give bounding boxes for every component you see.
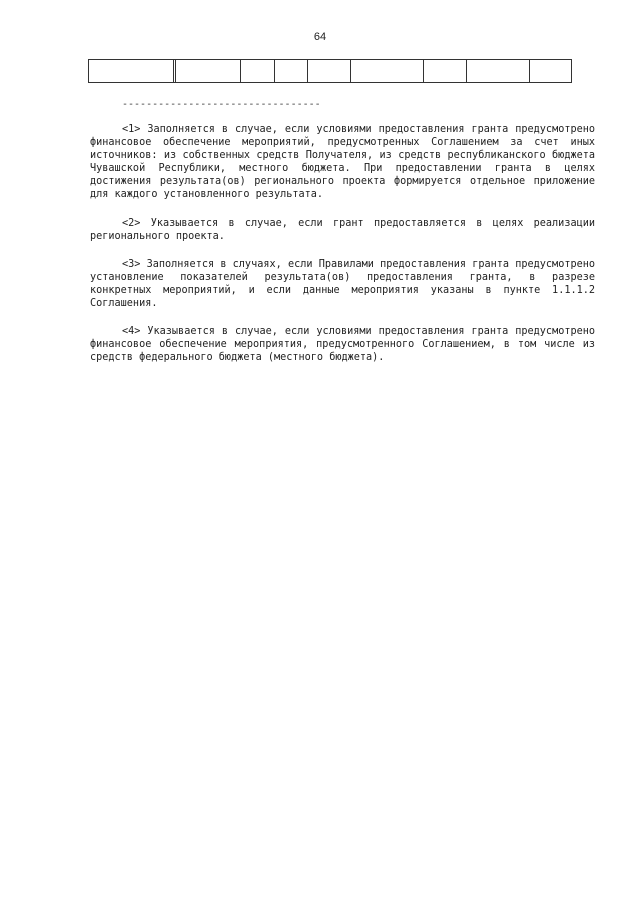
footnote-3: <3> Заполняется в случаях, если Правилами предоставления гранта предусмотрено установление показателей результата(ов) предоставления гранта, в разрезе конкретных мероприятий, и если данные мероприятия указаны в пункте 1.1.1.2 Соглашения.	[90, 258, 595, 310]
page-number: 64	[313, 31, 327, 43]
table-column-divider	[466, 60, 467, 82]
table-column-divider	[307, 60, 308, 82]
table-column-divider	[240, 60, 241, 82]
footnote-separator: ---------------------------------	[122, 99, 321, 110]
table-column-divider	[350, 60, 351, 82]
footnote-1: <1> Заполняется в случае, если условиями предоставления гранта предусмотрено финансовое обеспечение мероприятий, предусмотренных Соглашением за счет иных источников: из собственных средств Получателя, из средств республиканского бюджета Чувашской Республики, местного бюджета. При предоставлении гранта в целях достижения результата(ов) регионального проекта формируется отдельное приложение для каждого установленного результата.	[90, 124, 595, 201]
table-fragment	[88, 59, 572, 83]
table-column-divider	[274, 60, 275, 82]
table-column-divider	[423, 60, 424, 82]
footnotes	[90, 123, 595, 379]
footnote-4: <4> Указывается в случае, если условиями предоставления гранта предусмотрено финансовое обеспечение мероприятия, предусмотренного Соглашением, в том числе из средств федерального бюджета (местного бюджета).	[90, 326, 595, 364]
table-column-divider	[529, 60, 530, 82]
table-column-divider	[173, 60, 176, 82]
footnote-2: <2> Указывается в случае, если грант предоставляется в целях реализации регионального проекта.	[90, 217, 595, 242]
